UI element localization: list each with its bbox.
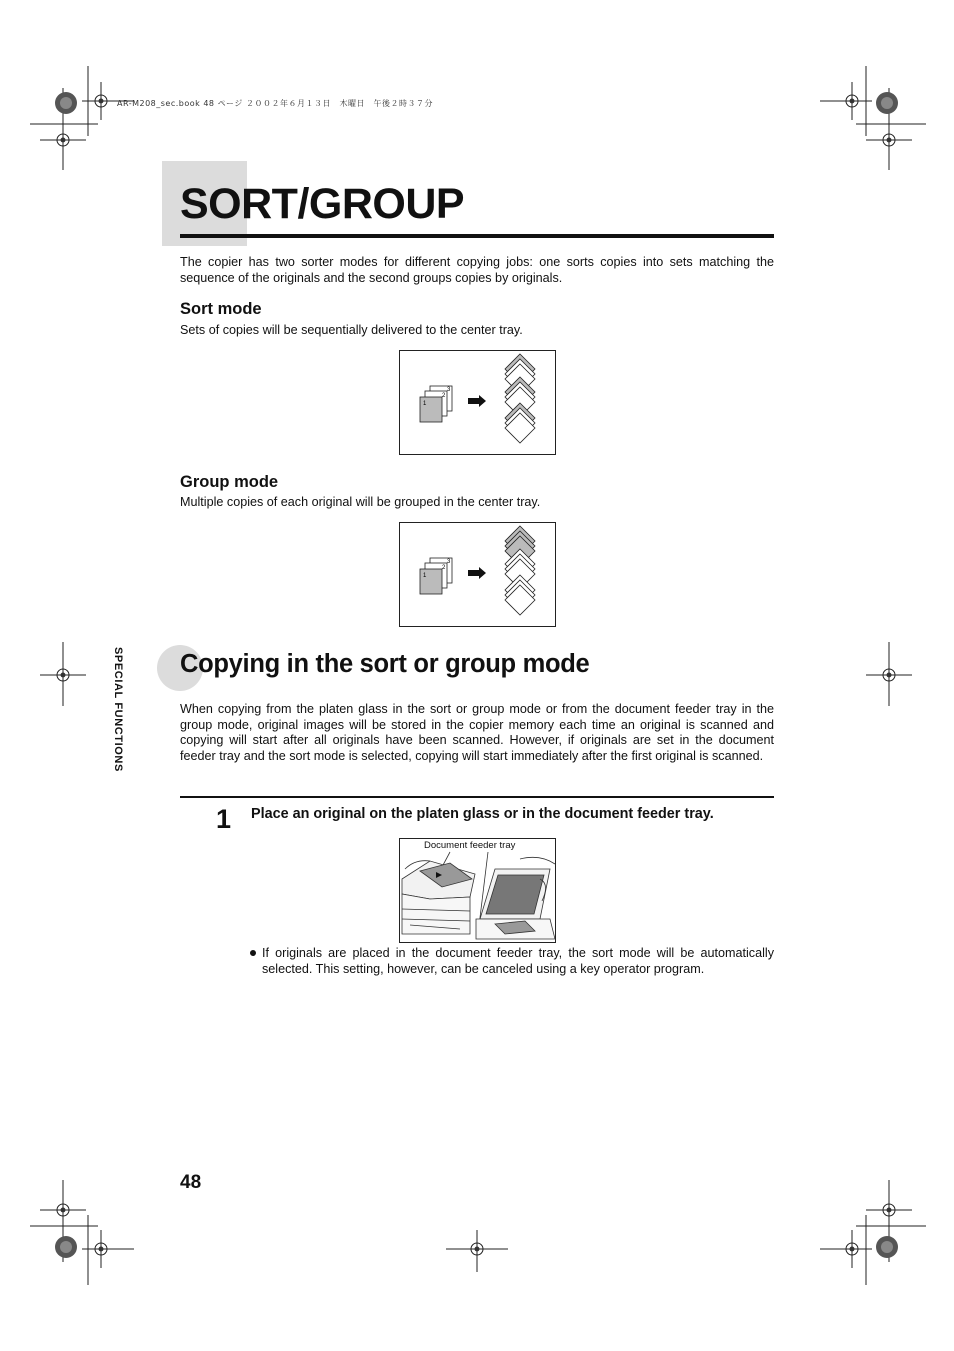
sort-mode-text: Sets of copies will be sequentially delivered to the center tray. xyxy=(180,323,523,337)
orig-label-2: 2 xyxy=(442,565,446,571)
document-feeder-tray-label: Document feeder tray xyxy=(424,840,516,851)
orig-label-1: 1 xyxy=(423,401,427,407)
copier-figure xyxy=(399,838,556,943)
section-heading: Copying in the sort or group mode xyxy=(180,650,590,678)
sort-mode-illustration xyxy=(400,351,555,454)
orig-label-3: 3 xyxy=(447,559,451,565)
orig-label-2: 2 xyxy=(442,393,446,399)
title-rule xyxy=(180,234,774,238)
step-number: 1 xyxy=(216,804,232,834)
step-instruction: Place an original on the platen glass or in the document feeder tray. xyxy=(251,806,714,822)
copier-illustration xyxy=(400,839,555,942)
page-title: SORT/GROUP xyxy=(180,180,465,228)
group-mode-text: Multiple copies of each original will be grouped in the center tray. xyxy=(180,495,541,509)
arrow-icon xyxy=(468,567,486,579)
print-info: AR-M208_sec.book 48 ページ ２００２年６月１３日 木曜日 午後２時３７分 xyxy=(117,99,433,108)
group-mode-illustration xyxy=(400,523,555,626)
arrow-icon xyxy=(468,395,486,407)
step-rule xyxy=(180,796,774,798)
group-mode-figure xyxy=(399,522,556,627)
section-text: When copying from the platen glass in the sort or group mode or from the document feeder tray in the group mode, original images will be stored in the copier memory each time an original is scanned and copying will start after all originals have been scanned. However, if originals are set in the document feeder tray and the sort mode is selected, copying will start immediately after the first original is scanned. xyxy=(180,702,774,763)
page-number: 48 xyxy=(180,1172,202,1193)
step-note: If originals are placed in the document feeder tray, the sort mode will be automatically selected. This setting, however, can be canceled using a key operator program. xyxy=(262,946,774,976)
sort-mode-figure xyxy=(399,350,556,455)
side-tab-label: SPECIAL FUNCTIONS xyxy=(112,647,124,772)
orig-label-1: 1 xyxy=(423,573,427,579)
group-mode-heading: Group mode xyxy=(180,473,279,491)
bullet-icon xyxy=(250,950,256,956)
sort-mode-heading: Sort mode xyxy=(180,300,262,318)
intro-text: The copier has two sorter modes for different copying jobs: one sorts copies into sets matching the sequence of the originals and the second groups copies by originals. xyxy=(180,255,774,285)
orig-label-3: 3 xyxy=(447,387,451,393)
